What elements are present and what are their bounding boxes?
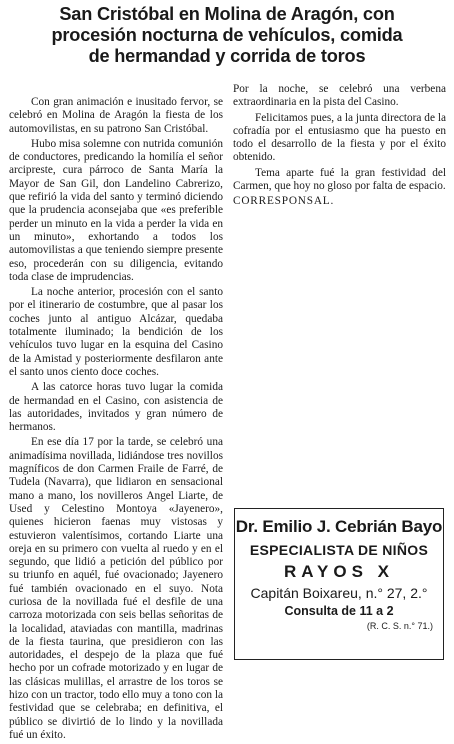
article-paragraph: La noche anterior, procesión con el santo por el itinerario de costumbre, que al pasar los coches junto al antiguo Alcázar, quedaba totalmente iluminado; la bendición de los vehículos tuvo lugar en la esquina del Casino de la Amistad y posteriormente desfilaron ante el santo unos ciento doce coches. [9, 286, 223, 378]
article-paragraph: Con gran animación e inusitado fervor, se celebró en Molina de Aragón la fiesta de los automovilistas, en su patrono San Cristóbal. [9, 96, 223, 135]
headline-line: procesión nocturna de vehículos, comida [51, 25, 403, 45]
article-paragraph: En ese día 17 por la tarde, se celebró una animadísima novillada, lidiándose tres novillos magníficos de don Carmen Fraile de Farré, de Tudela (Navarra), que lidiaron en sensacional mano a mano, los novilleros Angel Liarte, de Used y Celestino Montoya «Jayenero», quienes hicieron faenas muy vistosas y estuvieron valentísimos, cortando Liarte una oreja en su primero con vuelta al ruedo y en el segundo, que lidió a petición del público por su triunfo en aquél, fué ovacionado; Jayenero fué también ovacionado en el suyo. Nota curiosa de la novillada fué el desfile de una carroza motorizada con seis bellas señoritas de la localidad, ataviadas con mantilla, madrinas de la fiesta taurina, que presidieron con las autoridades, el despejo de la plaza que fué hecho por un cofrade motorizado y en lugar de las clásicas mulillas, el arrastre de los toros se hizo con un tractor, todo ello muy a tono con la festividad que se celebraba; en definitiva, el público se divirtió de lo lindo y la novillada fué un éxito. [9, 436, 223, 741]
article-column-right [233, 83, 446, 211]
ad-specialty: ESPECIALISTA DE NIÑOS [249, 542, 429, 558]
ad-service: RAYOS X [284, 562, 394, 581]
ad-address: Capitán Boixareu, n.° 27, 2.° [250, 585, 428, 601]
headline-line: de hermandad y corrida de toros [88, 46, 366, 66]
article-headline [6, 4, 448, 67]
article-column-left [9, 96, 223, 744]
article-signature: CORRESPONSAL. [233, 195, 335, 208]
article-paragraph: Felicitamos pues, a la junta directora de la cofradía por el entusiasmo que ha puesto en todo el desarrollo de la fiesta y por el éxito obtenido. [233, 111, 446, 164]
article-paragraph: Tema aparte fué la gran festividad del Carmen, que hoy no gloso por falta de espacio. [233, 166, 446, 193]
article-paragraph: Por la noche, se celebró una verbena extraordinaria en la pista del Casino. [233, 83, 446, 109]
ad-doctor-name: Dr. Emilio J. Cebrián Bayo [235, 517, 443, 536]
article-paragraph: Hubo misa solemne con nutrida comunión de conductores, predicando la homilía el señor arcipreste, cura párroco de Santa María la Mayor de San Gil, don Landelino Cabrerizo, que refirió la vida del santo y terminó diciendo que la prudencia aconsejaba que «es preferible perder un minuto en la vida a perder la vida en un minuto», exhortando a todos los automovilistas a que teniendo siempre presente eso, procederán con su diligencia, evitando toda clase de imprudencias. [9, 137, 223, 283]
ad-reference: (R. C. S. n.° 71.) [366, 621, 433, 631]
article-paragraph: A las catorce horas tuvo lugar la comida de hermandad en el Casino, con asistencia de las autoridades, invitados y gran número de hermanos. [9, 381, 223, 434]
doctor-advertisement [234, 508, 444, 660]
headline-line: San Cristóbal en Molina de Aragón, con [59, 4, 395, 24]
ad-hours: Consulta de 11 a 2 [284, 604, 394, 618]
